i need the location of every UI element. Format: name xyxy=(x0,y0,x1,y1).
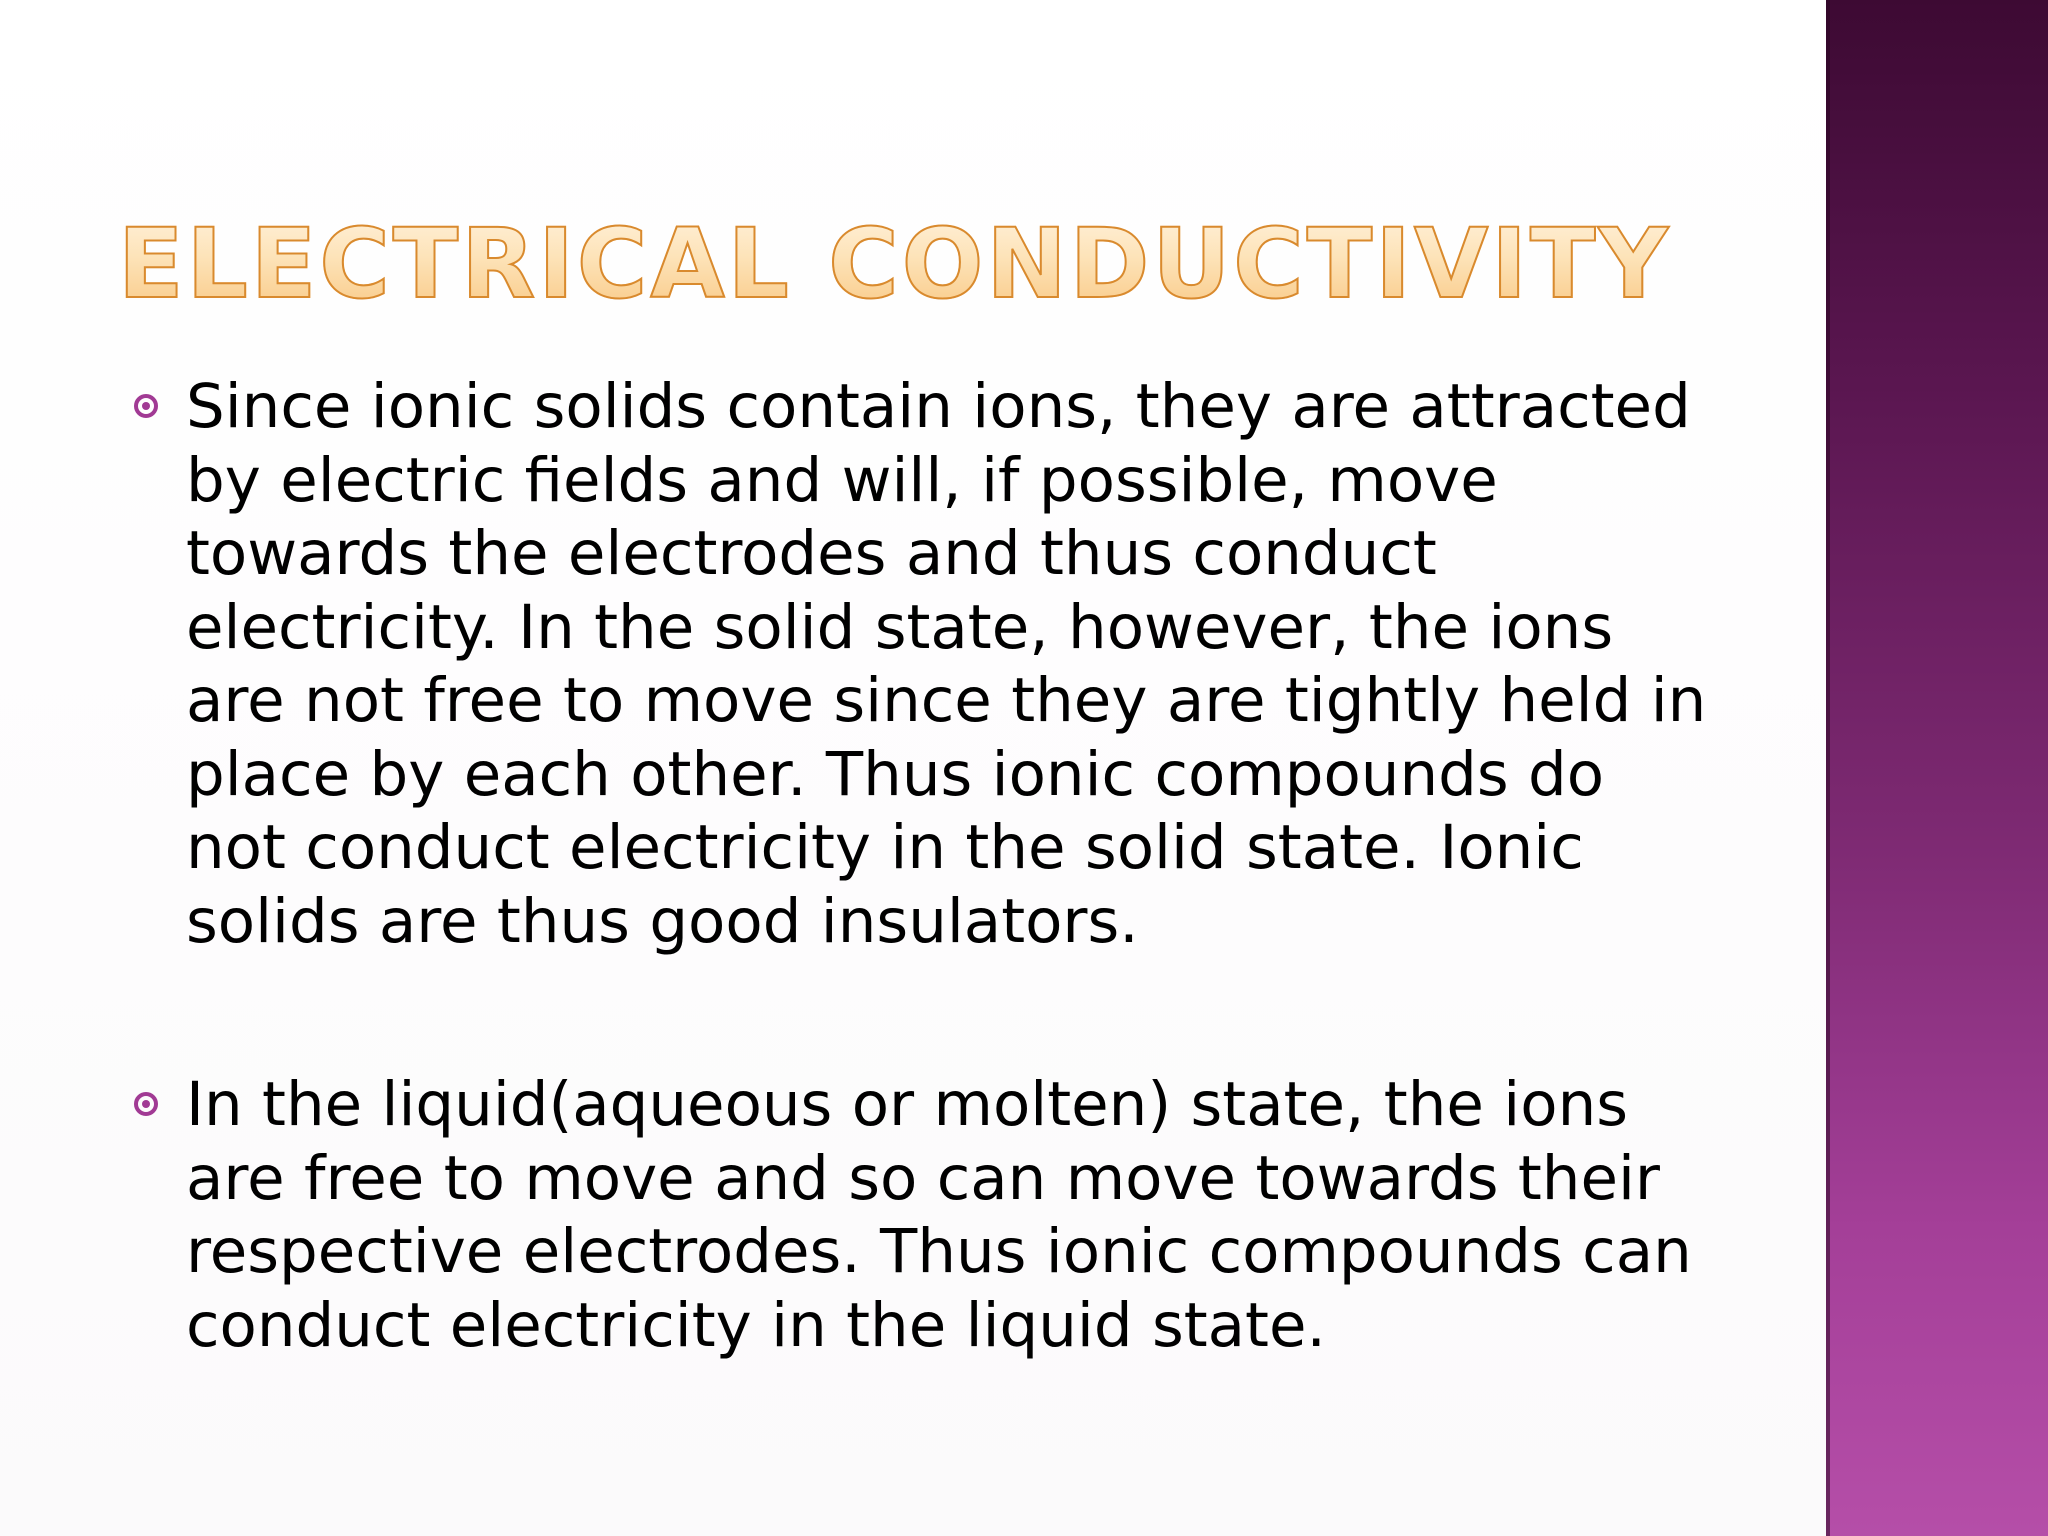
list-item xyxy=(128,370,1708,958)
list-item xyxy=(128,1068,1708,1362)
decorative-sidebar xyxy=(1826,0,2048,1536)
sidebar-edge xyxy=(1826,0,1830,1536)
bullet-list xyxy=(128,370,1708,1362)
circle-bullet-icon xyxy=(134,1092,158,1116)
bullet-text: Since ionic solids contain ions, they are attracted by electric fields and will, if possible, move towards the electrodes and thus conduct electricity. In the solid state, however, the ions are not free to move since they are tightly held in place by each other. Thus ionic compounds do not conduct electricity in the solid state. Ionic solids are thus good insulators. xyxy=(186,371,1707,957)
bullet-text: In the liquid(aqueous or molten) state, the ions are free to move and so can move towards their respective electrodes. Thus ionic compounds can conduct electricity in the liquid state. xyxy=(186,1069,1692,1361)
slide-title: ELECTRICAL CONDUCTIVITY xyxy=(118,200,1671,328)
circle-bullet-icon xyxy=(134,394,158,418)
